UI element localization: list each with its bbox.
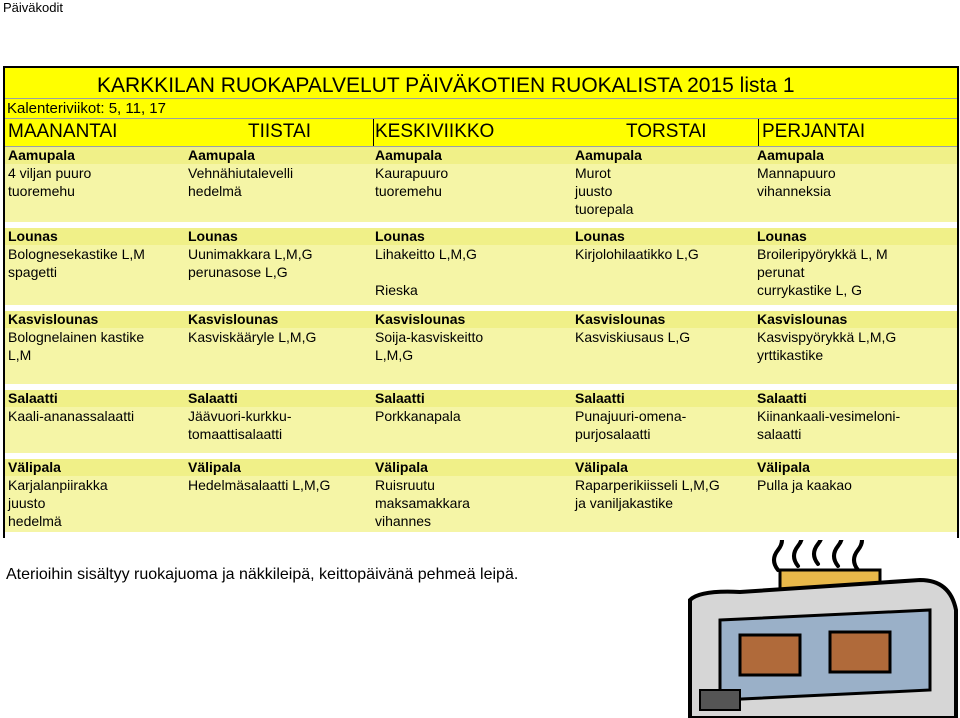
day-friday: PERJANTAI — [758, 119, 957, 146]
meal-line: Kasviskääryle L,M,G — [188, 329, 317, 345]
section-heading: Kasvislounas — [188, 311, 279, 327]
section-snack — [5, 459, 957, 538]
meal-line: Kaurapuuro — [375, 165, 449, 181]
meal-row — [5, 328, 957, 384]
meal-line: juusto — [575, 183, 613, 199]
section-heading: Lounas — [188, 228, 238, 244]
section-heading: Aamupala — [8, 147, 75, 163]
meal-cell-friday — [754, 164, 957, 222]
section-heading-row — [5, 390, 957, 407]
day-wednesday: KESKIVIIKKO — [373, 119, 576, 146]
meal-cell-tuesday — [185, 164, 372, 222]
section-heading: Välipala — [8, 459, 61, 475]
meal-line: Porkkanapala — [375, 408, 461, 424]
section-heading: Aamupala — [375, 147, 442, 163]
meal-line: juusto — [8, 495, 46, 511]
section-heading: Aamupala — [575, 147, 642, 163]
meal-line: vihannes — [375, 513, 432, 529]
meal-line: tomaattisalaatti — [188, 426, 283, 442]
meal-cell-tuesday — [185, 407, 372, 453]
section-heading: Kasvislounas — [575, 311, 666, 327]
meal-line: hedelmä — [188, 183, 242, 199]
meal-cell-monday — [5, 476, 185, 532]
section-spacer — [5, 532, 957, 538]
meal-cell-friday — [754, 245, 957, 305]
meal-line: Uunimakkara L,M,G — [188, 246, 313, 262]
weekday-header — [5, 118, 957, 147]
meal-line: tuoremehu — [8, 183, 75, 199]
meal-line: currykastike L, G — [757, 282, 863, 298]
section-heading: Salaatti — [757, 390, 807, 406]
toaster-clipart — [630, 540, 960, 718]
meal-line: ja vaniljakastike — [575, 495, 674, 511]
section-heading: Salaatti — [375, 390, 425, 406]
meal-line: 4 viljan puuro — [8, 165, 92, 181]
meal-line: purjosalaatti — [575, 426, 651, 442]
section-heading: Lounas — [8, 228, 58, 244]
meal-cell-wednesday — [372, 245, 572, 305]
meal-row — [5, 164, 957, 222]
section-heading-row — [5, 147, 957, 164]
meal-cell-tuesday — [185, 476, 372, 532]
meal-cell-thursday — [572, 407, 754, 453]
meal-cell-thursday — [572, 328, 754, 384]
meal-line: hedelmä — [8, 513, 62, 529]
section-heading: Välipala — [757, 459, 810, 475]
meal-row — [5, 407, 957, 453]
section-heading: Salaatti — [575, 390, 625, 406]
meal-cell-thursday — [572, 164, 754, 222]
meal-line: Pulla ja kaakao — [757, 477, 852, 493]
meal-cell-monday — [5, 328, 185, 384]
meal-cell-monday — [5, 245, 185, 305]
meal-line: Soija-kasviskeitto — [375, 329, 484, 345]
section-heading: Lounas — [375, 228, 425, 244]
section-heading-row — [5, 311, 957, 328]
meal-line: Raparperikiisseli L,M,G — [575, 477, 720, 493]
meal-line: Kaali-ananassalaatti — [8, 408, 135, 424]
section-heading: Välipala — [188, 459, 241, 475]
meal-line: Jäävuori-kurkku- — [188, 408, 292, 424]
meal-line: Bolognelainen kastike — [8, 329, 145, 345]
meal-line: maksamakkara — [375, 495, 470, 511]
meal-line: perunasose L,G — [188, 264, 288, 280]
section-vegetarian-lunch — [5, 311, 957, 390]
section-breakfast — [5, 147, 957, 228]
meal-cell-friday — [754, 407, 957, 453]
menu-sheet — [3, 66, 959, 538]
meal-line: Lihakeitto L,M,G — [375, 246, 477, 262]
meal-cell-wednesday — [372, 476, 572, 532]
section-salad — [5, 390, 957, 459]
day-tuesday: TIISTAI — [248, 121, 311, 142]
section-heading-row — [5, 459, 957, 476]
meal-line: Hedelmäsalaatti L,M,G — [188, 477, 331, 493]
footer-note: Aterioihin sisältyy ruokajuoma ja näkkileipä, keittopäivänä pehmeä leipä. — [6, 566, 519, 583]
meal-line: tuoremehu — [375, 183, 442, 199]
meal-cell-thursday — [572, 245, 754, 305]
meal-line: L,M,G — [375, 347, 414, 363]
meal-sections — [5, 147, 957, 538]
section-lunch — [5, 228, 957, 311]
section-heading: Kasvislounas — [8, 311, 99, 327]
day-monday: MAANANTAI — [8, 121, 118, 142]
meal-line: Kasviskiusaus L,G — [575, 329, 691, 345]
meal-line: tuorepala — [575, 201, 634, 217]
meal-cell-tuesday — [185, 245, 372, 305]
meal-line: perunat — [757, 264, 805, 280]
meal-line: Karjalanpiirakka — [8, 477, 108, 493]
meal-line: Mannapuuro — [757, 165, 836, 181]
meal-line: Kasvispyörykkä L,M,G — [757, 329, 897, 345]
sheet-tab[interactable]: Päiväkodit — [3, 0, 63, 15]
meal-line: Kiinankaali-vesimeloni- — [757, 408, 901, 424]
meal-row — [5, 245, 957, 305]
meal-cell-friday — [754, 476, 957, 532]
meal-line: salaatti — [757, 426, 802, 442]
meal-line: L,M — [8, 347, 32, 363]
section-heading: Kasvislounas — [375, 311, 466, 327]
meal-cell-wednesday — [372, 407, 572, 453]
section-heading: Salaatti — [188, 390, 238, 406]
section-heading: Välipala — [375, 459, 428, 475]
meal-cell-monday — [5, 407, 185, 453]
meal-line: Kirjolohilaatikko L,G — [575, 246, 699, 262]
meal-line: Punajuuri-omena- — [575, 408, 687, 424]
section-heading: Välipala — [575, 459, 628, 475]
calendar-weeks: Kalenteriviikot: 5, 11, 17 — [5, 99, 957, 118]
day-thursday: TORSTAI — [626, 121, 707, 142]
meal-line: spagetti — [8, 264, 58, 280]
meal-line: Murot — [575, 165, 611, 181]
meal-cell-thursday — [572, 476, 754, 532]
meal-line: yrttikastike — [757, 347, 824, 363]
meal-line: Vehnähiutalevelli — [188, 165, 294, 181]
meal-cell-wednesday — [372, 328, 572, 384]
meal-cell-monday — [5, 164, 185, 222]
section-heading: Kasvislounas — [757, 311, 848, 327]
section-heading: Salaatti — [8, 390, 58, 406]
meal-line: Bolognesekastike L,M — [8, 246, 145, 262]
section-heading: Lounas — [575, 228, 625, 244]
section-heading: Aamupala — [188, 147, 255, 163]
section-heading: Aamupala — [757, 147, 824, 163]
section-heading-row — [5, 228, 957, 245]
meal-line — [375, 263, 572, 281]
menu-title: KARKKILAN RUOKAPALVELUT PÄIVÄKOTIEN RUOKALISTA 2015 lista 1 — [5, 68, 957, 99]
meal-line: Ruisruutu — [375, 477, 435, 493]
meal-line: Broileripyörykkä L, M — [757, 246, 888, 262]
meal-row — [5, 476, 957, 532]
meal-line: Rieska — [375, 282, 418, 298]
meal-line: vihanneksia — [757, 183, 831, 199]
meal-cell-friday — [754, 328, 957, 384]
section-heading: Lounas — [757, 228, 807, 244]
meal-cell-tuesday — [185, 328, 372, 384]
meal-cell-wednesday — [372, 164, 572, 222]
